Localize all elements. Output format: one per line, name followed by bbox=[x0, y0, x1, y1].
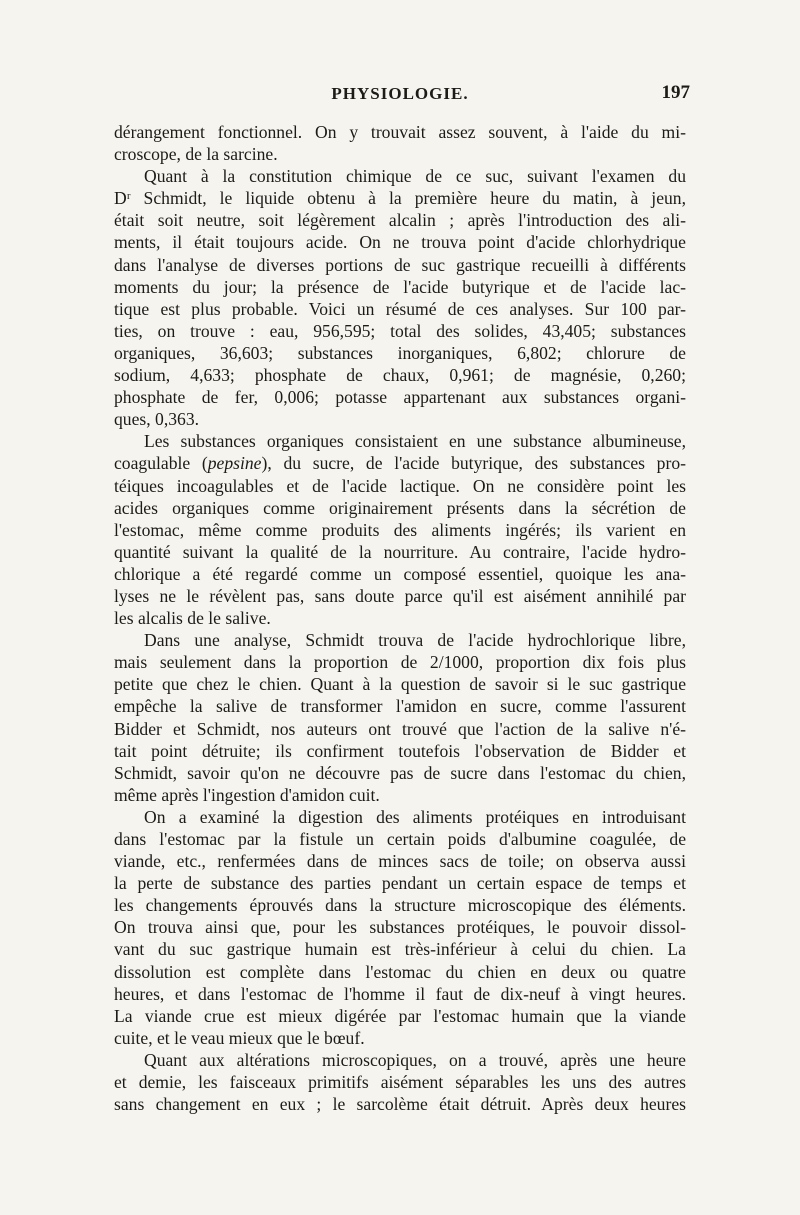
text-line: Quant à la constitution chimique de ce suc, suivant l'examen du bbox=[144, 166, 686, 187]
text-line: empêche la salive de transformer l'amidon en sucre, comme l'assurent bbox=[114, 696, 686, 717]
text-line: quantité suivant la qualité de la nourriture. Au contraire, l'acide hydro- bbox=[114, 541, 686, 562]
text-line: tique est plus probable. Voici un résumé de ces analyses. Sur 100 par- bbox=[114, 298, 686, 319]
text-line: les changements éprouvés dans la structure microscopique des éléments. bbox=[114, 895, 686, 916]
text-line: l'estomac, même comme produits des aliments ingérés; ils varient en bbox=[114, 519, 686, 540]
text-line: tait point détruite; ils confirment toutefois l'observation de Bidder et bbox=[114, 740, 686, 761]
text-line: dans l'estomac par la fistule un certain poids d'albumine coagulée, de bbox=[114, 829, 686, 849]
text-line: dans l'analyse de diverses portions de suc gastrique recueilli à différents bbox=[114, 254, 686, 275]
text-line: Dans une analyse, Schmidt trouva de l'acide hydrochlorique libre, bbox=[144, 630, 686, 651]
text-line: Les substances organiques consistaient en une substance albumineuse, bbox=[144, 431, 686, 452]
text-line: sans changement en eux ; le sarcolème était détruit. Après deux heures bbox=[114, 1094, 686, 1115]
text-line: était soit neutre, soit légèrement alcalin ; après l'introduction des ali- bbox=[114, 210, 686, 231]
text-line: dissolution est complète dans l'estomac du chien en deux ou quatre bbox=[114, 961, 686, 982]
text-line: croscope, de la sarcine. bbox=[114, 144, 278, 165]
text-line: organiques, 36,603; substances inorganiques, 6,802; chlorure de bbox=[114, 342, 686, 363]
page-header bbox=[110, 80, 690, 110]
text-line: Bidder et Schmidt, nos auteurs ont trouvé que l'action de la salive n'é- bbox=[114, 718, 686, 739]
text-line: Dʳ Schmidt, le liquide obtenu à la première heure du matin, à jeun, bbox=[114, 188, 686, 209]
text-line: les alcalis de le salive. bbox=[114, 608, 271, 629]
text-line: la perte de substance des parties pendant un certain espace de temps et bbox=[114, 873, 686, 894]
text-line: phosphate de fer, 0,006; potasse appartenant aux substances organi- bbox=[114, 387, 686, 408]
text-line: On a examiné la digestion des aliments protéiques en introduisant bbox=[144, 806, 686, 827]
body-text bbox=[114, 121, 686, 1115]
text-line: dérangement fonctionnel. On y trouvait assez souvent, à l'aide du mi- bbox=[114, 122, 686, 142]
text-line: cuite, et le veau mieux que le bœuf. bbox=[114, 1027, 365, 1048]
text-line: même après l'ingestion d'amidon cuit. bbox=[114, 784, 380, 805]
text-line: ques, 0,363. bbox=[114, 409, 200, 430]
text-line: On trouva ainsi que, pour les substances protéiques, le pouvoir dissol- bbox=[114, 917, 686, 938]
text-line: coagulable (pepsine), du sucre, de l'acide butyrique, des substances pro- bbox=[114, 453, 686, 474]
text-line: moments du jour; la présence de l'acide butyrique et de l'acide lac- bbox=[114, 276, 686, 297]
text-line: petite que chez le chien. Quant à la question de savoir si le suc gastrique bbox=[114, 674, 686, 695]
text-line: chlorique a été regardé comme un composé essentiel, quoique les ana- bbox=[114, 563, 686, 584]
text-line: mais seulement dans la proportion de 2/1000, proportion dix fois plus bbox=[114, 652, 686, 673]
text-line: et demie, les faisceaux primitifs aisément séparables les uns des autres bbox=[114, 1072, 686, 1093]
text-line: heures, et dans l'estomac de l'homme il faut de dix-neuf à vingt heures. bbox=[114, 983, 686, 1004]
text-line: Quant aux altérations microscopiques, on a trouvé, après une heure bbox=[144, 1049, 686, 1070]
text-line: viande, etc., renfermées dans de minces sacs de toile; on observa aussi bbox=[114, 851, 686, 872]
text-line: La viande crue est mieux digérée par l'estomac humain que la viande bbox=[114, 1005, 686, 1026]
page-number: 197 bbox=[661, 82, 690, 103]
text-line: sodium, 4,633; phosphate de chaux, 0,961; de magnésie, 0,260; bbox=[114, 365, 686, 386]
text-line: téiques incoagulables et de l'acide lactique. On ne considère point les bbox=[114, 475, 686, 496]
text-line: lyses ne le révèlent pas, sans doute parce qu'il est aisément annihilé par bbox=[114, 585, 686, 606]
text-line: Schmidt, savoir qu'on ne découvre pas de sucre dans l'estomac du chien, bbox=[114, 762, 686, 783]
text-line: vant du suc gastrique humain est très-inférieur à celui du chien. La bbox=[114, 939, 686, 960]
running-title: PHYSIOLOGIE. bbox=[331, 84, 469, 103]
text-line: ties, on trouve : eau, 956,595; total des solides, 43,405; substances bbox=[114, 320, 686, 341]
text-line: acides organiques comme originairement présents dans la sécrétion de bbox=[114, 497, 686, 518]
text-line: ments, il était toujours acide. On ne trouva point d'acide chlorhydrique bbox=[114, 232, 686, 253]
